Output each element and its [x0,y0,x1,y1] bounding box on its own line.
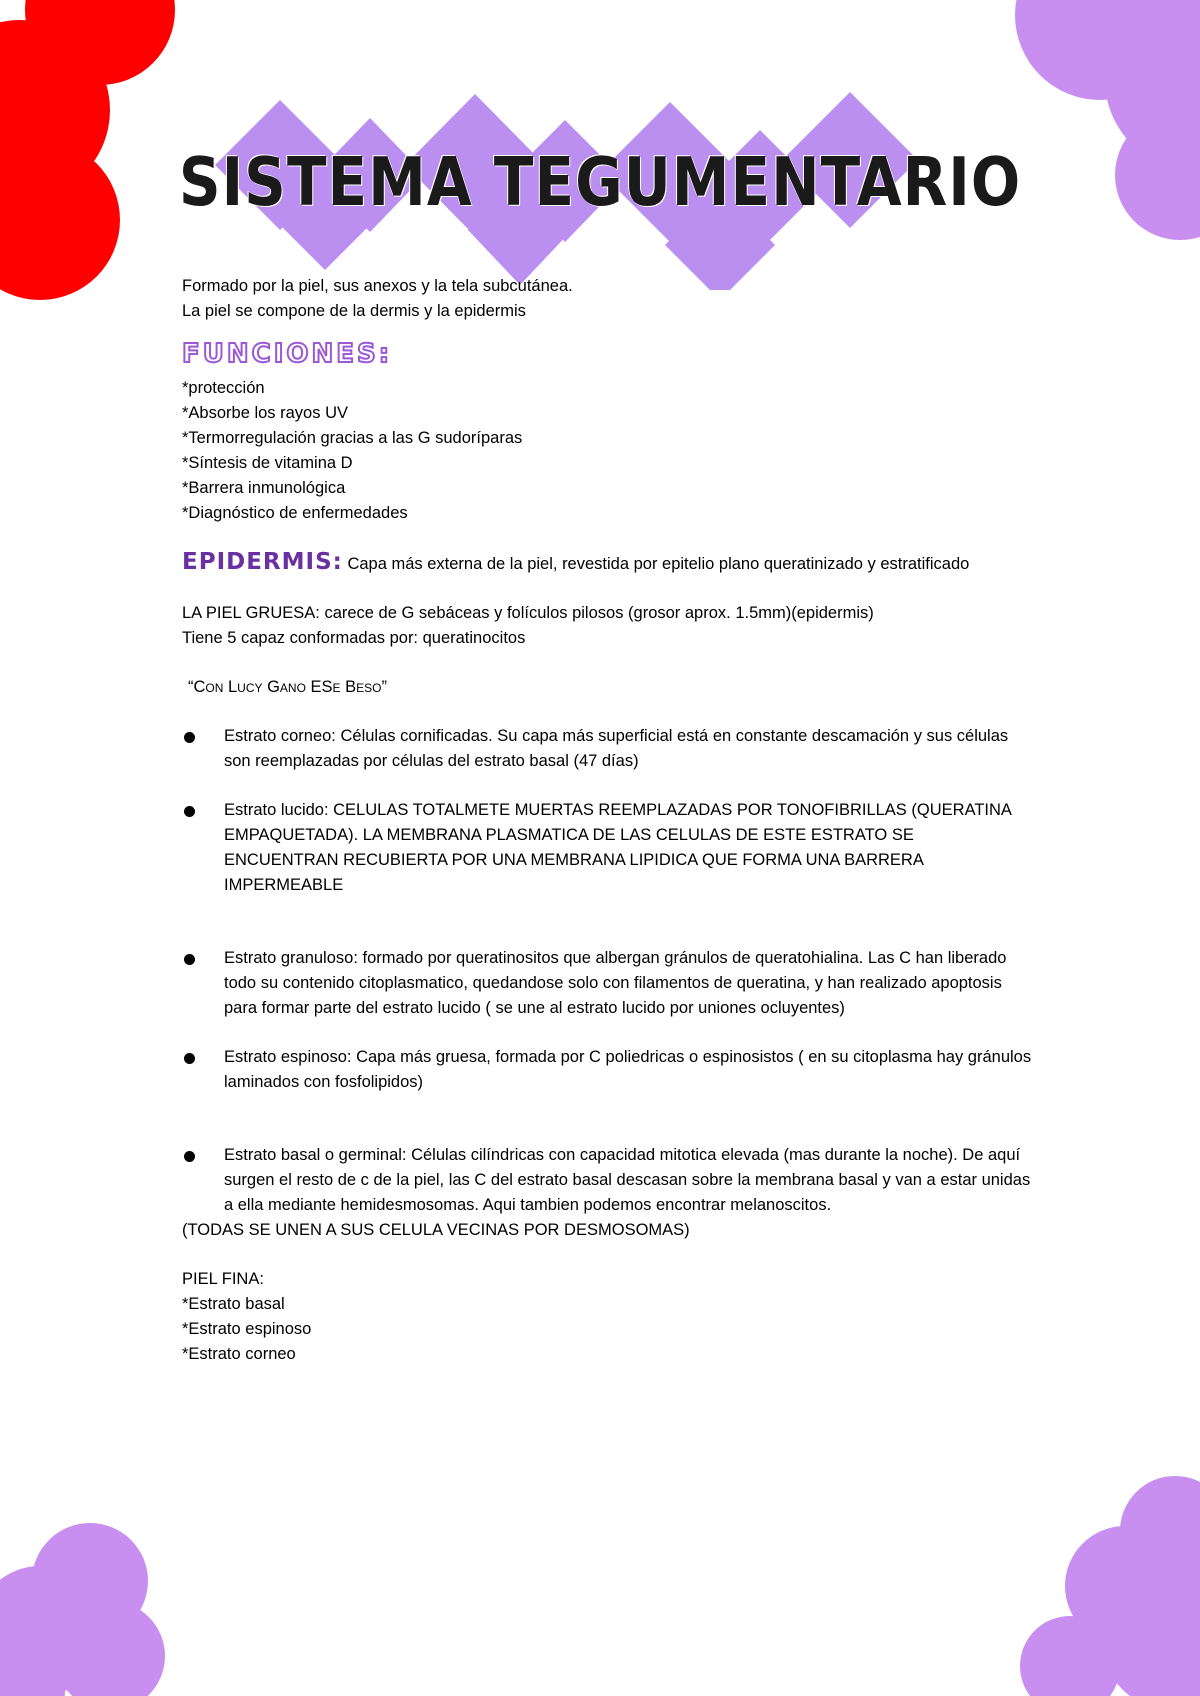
function-item: *protección [182,379,265,397]
bullet-icon [184,732,195,743]
bullet-icon [184,1053,195,1064]
purple-flower-bottom-left [0,1516,180,1696]
list-item: Estrato lucido: CELULAS TOTALMETE MUERTAS REEMPLAZADAS POR TONOFIBRILLAS (QUERATINA EMPAQUETADA). LA MEMBRANA PLASMATICA DE LAS CELULAS DE ESTE ESTRATO SE ENCUENTRAN RECUBIERTA POR UNA MEMBRANA LIPIDICA QUE FORMA UNA BARRERA IMPERMEABLE [182,798,1032,898]
piel-fina-heading: PIEL FINA: [182,1270,264,1288]
piel-fina-item: *Estrato corneo [182,1345,296,1363]
list-item: Estrato espinoso: Capa más gruesa, formada por C poliedricas o espinosistos ( en su citoplasma hay gránulos laminados con fosfolipidos) [182,1045,1032,1095]
list-item: Estrato corneo: Células cornificadas. Su capa más superficial está en constante descamación y sus células son reemplazadas por células del estrato basal (47 días) [182,724,1032,774]
desmosomas-note: (TODAS SE UNEN A SUS CELULA VECINAS POR DESMOSOMAS) [182,1221,690,1239]
mnemonic: “Con Lucy Gano ESe Beso” [188,678,387,696]
document-body [182,274,1032,1367]
function-item: *Barrera inmunológica [182,479,346,497]
bullet-icon [184,1151,195,1162]
piel-gruesa-line: Tiene 5 capaz conformadas por: queratinocitos [182,629,526,647]
bullet-icon [184,806,195,817]
function-item: *Diagnóstico de enfermedades [182,504,408,522]
intro-line: Formado por la piel, sus anexos y la tela subcutánea. [182,277,573,295]
page-title: SISTEMA TEGUMENTARIO [178,142,1022,222]
piel-gruesa-line: LA PIEL GRUESA: carece de G sebáceas y folículos pilosos (grosor aprox. 1.5mm)(epidermis) [182,604,874,622]
function-item: *Absorbe los rayos UV [182,404,348,422]
purple-flower-bottom-right [1000,1456,1200,1696]
epidermis-text: Capa más externa de la piel, revestida por epitelio plano queratinizado y estratificado [342,555,970,573]
epidermis-heading: EPIDERMIS: [182,549,343,575]
bullet-icon [184,954,195,965]
function-item: *Síntesis de vitamina D [182,454,353,472]
piel-fina-item: *Estrato basal [182,1295,285,1313]
piel-fina-item: *Estrato espinoso [182,1320,312,1338]
epidermis-paragraph [182,550,1032,577]
estratos-list [182,724,1032,1218]
funciones-heading: FUNCIONES: [182,339,393,369]
intro-line: La piel se compone de la dermis y la epidermis [182,302,526,320]
list-item: Estrato granuloso: formado por queratinositos que albergan gránulos de queratohialina. Las C han liberado todo su contenido citoplasmatico, quedandose solo con filamentos de queratina, y han realizado apoptosis para formar parte del estrato lucido ( se une al estrato lucido por uniones ocluyentes) [182,946,1032,1021]
function-item: *Termorregulación gracias a las G sudoríparas [182,429,523,447]
list-item: Estrato basal o germinal: Células cilíndricas con capacidad mitotica elevada (mas durante la noche). De aquí surgen el resto de c de la piel, las C del estrato basal descasan sobre la membrana basal y van a estar unidas a ella mediante hemidesmosomas. Aqui tambien podemos encontrar melanoscitos. [182,1143,1032,1218]
